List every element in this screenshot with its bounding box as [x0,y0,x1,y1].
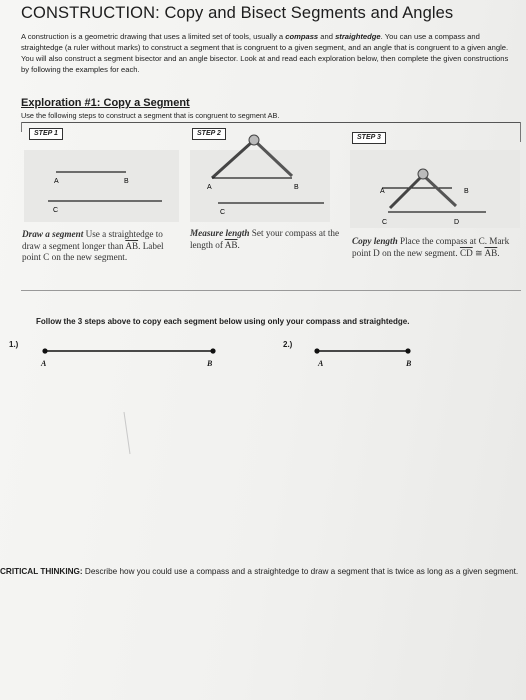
intro-compass-term: compass [285,32,319,41]
pencil-mark [110,410,140,460]
step2-point-a: A [207,184,212,191]
step2-lead: Measure length [190,228,250,238]
step3-text-b: . [497,247,500,258]
exploration-instruction: Use the following steps to construct a segment that is congruent to segment AB. [21,111,280,120]
critical-thinking [0,566,520,578]
problem1-number: 1.) [9,340,19,349]
step3-label: STEP 3 [352,132,386,144]
intro-paragraph [21,31,517,75]
page-title: CONSTRUCTION: Copy and Bisect Segments and Angles [21,4,454,22]
intro-text-2: . You can use a compass and straightedge (a ruler without marks) to construct a segment that is congruent to a given segment, and an angle that is congruent to a given angle. You will also construct a segment bisector and an angle bisector. Look at and read each exploration below, then complete the given constructions by following the examples for each. [21,32,509,74]
step1-seg: $\overline{AB}$ [125,240,139,251]
step3-seg2: $\overline{AB}$ [484,247,498,258]
problem1-endpoint-a [42,348,47,353]
steps-left-rule [21,122,22,132]
step1-figure-bg [24,150,179,222]
step2-figure [190,128,330,222]
step2-point-c: C [220,209,226,216]
problem1-segment [40,345,220,357]
problem2-endpoint-a [314,348,319,353]
step3-caption [352,236,522,259]
step2-seg: $\overline{AB}$ [224,239,238,250]
intro-and: and [318,32,336,41]
critical-text: Describe how you could use a compass and a straightedge to draw a segment that is twice as long as a given segment. [82,567,519,576]
steps-right-rule [520,122,521,142]
step2-caption [190,228,340,251]
step2-point-b: B [294,184,299,191]
problem2-endpoint-b [405,348,410,353]
problem2-label-a: A [318,359,324,368]
step1-point-b: B [124,178,129,185]
problem1-endpoint-b [210,348,215,353]
steps-top-rule [21,122,521,123]
step3-figure-bg [350,150,520,228]
pencil-stroke [124,412,130,454]
problem2-segment [312,345,416,357]
problem2-label-b: B [406,359,412,368]
step3-text-a: Place the compass at C. Mark point D on the new segment. [352,236,510,258]
step3-point-a: A [380,188,385,195]
step3-lead: Copy length [352,236,398,246]
exploration-heading: Exploration #1: Copy a Segment [21,97,190,109]
step1-figure [24,150,179,222]
step3-compass-hinge [418,169,428,179]
follow-instruction: Follow the 3 steps above to copy each segment below using only your compass and straightedge. [36,317,410,326]
step1-text-a: Use a straightedge to draw a segment longer than [22,229,163,251]
step3-point-d: D [454,219,460,226]
step3-seg: $\overline{CD}$ [459,247,473,258]
step1-lead: Draw a segment [22,229,84,239]
step3-figure [350,146,520,228]
problem1-label-a: A [41,359,47,368]
step3-point-c: C [382,219,388,226]
intro-straightedge-term: straightedge [335,32,381,41]
step1-point-a: A [54,178,59,185]
steps-bottom-rule [21,290,521,291]
intro-text-1: A construction is a geometric drawing that uses a limited set of tools, usually a [21,32,286,41]
step1-text-b: . Label point C on the new segment. [22,240,164,262]
step3-point-b: B [464,188,469,195]
step1-point-c: C [53,207,59,214]
step2-text-b: . [237,239,240,250]
critical-label: CRITICAL THINKING: [0,567,83,576]
step3-cong: ≅ [472,247,485,258]
step1-caption [22,229,182,264]
problem1-label-b: B [207,359,213,368]
step2-compass-hinge [249,135,259,145]
step1-label: STEP 1 [29,128,63,140]
step2-label: STEP 2 [192,128,226,140]
problem2-number: 2.) [283,340,293,349]
step2-text-a: Set your compass at the length of [190,228,340,250]
